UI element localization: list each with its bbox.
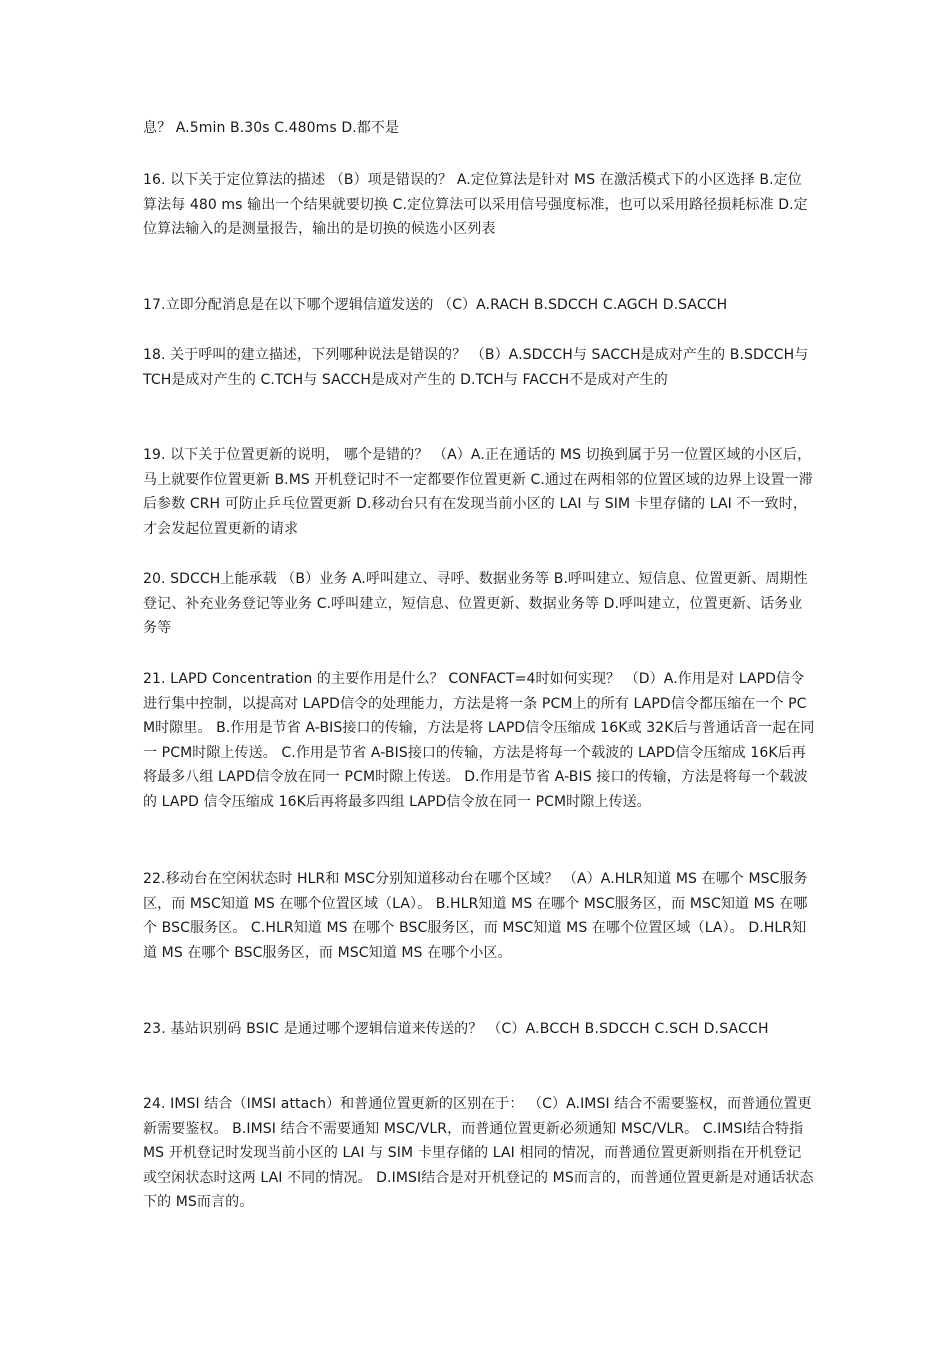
question-17: 17.立即分配消息是在以下哪个逻辑信道发送的 （C）A.RACH B.SDCCH C.AGCH D.SACCH [143,297,728,313]
question-21: 21. LAPD Concentration 的主要作用是什么？ CONFACT=4时如何实现？ （D）A.作用是对 LAPD信令进行集中控制，以提高对 LAPD信令的处理能力，方法是将一条 PCM上的所有 LAPD信令都压缩在一个 PCM时隙里。 B.作用是节省 A-BIS接口的传输，方法是将 LAPD信令压缩成 16K或 32K后与普通话音一起在同一 PCM时隙上传送。 C.作用是节省 A-BIS接口的传输，方法是将每一个载波的 LAPD信令压缩成 16K后再将最多八组 LAPD信令放在同一 PCM时隙上传送。 D.作用是节省 A-BIS 接口的传输，方法是将每一个载波的 LAPD 信令压缩成 16K后再将最多四组 LAPD信令放在同一 PCM时隙上传送。 [143,671,815,810]
question-23: 23. 基站识别码 BSIC 是通过哪个逻辑信道来传送的？ （C）A.BCCH B.SDCCH C.SCH D.SACCH [143,1021,769,1037]
question-24: 24. IMSI 结合（IMSI attach）和普通位置更新的区别在于： （C）A.IMSI 结合不需要鉴权，而普通位置更新需要鉴权。 B.IMSI 结合不需要通知 MSC/VLR，而普通位置更新必须通知 MSC/VLR。 C.IMSI结合特指 MS 开机登记时发现当前小区的 LAI 与 SIM 卡里存储的 LAI 相同的情况，而普通位置更新则指在开机登记或空闲状态时这两 LAI 不同的情况。 D.IMSI结合是对开机登记的 MS而言的，而普通位置更新是对通话状态下的 MS而言的。 [143,1096,814,1210]
question-18: 18. 关于呼叫的建立描述，下列哪种说法是错误的？ （B）A.SDCCH与 SACCH是成对产生的 B.SDCCH与 TCH是成对产生的 C.TCH与 SACCH是成对产生的 D.TCH与 FACCH不是成对产生的 [143,347,809,388]
question-22: 22.移动台在空闲状态时 HLR和 MSC分别知道移动台在哪个区域？ （A）A.HLR知道 MS 在哪个 MSC服务区，而 MSC知道 MS 在哪个位置区域（LA）。 B.HLR知道 MS 在哪个 MSC服务区，而 MSC知道 MS 在哪个 BSC服务区。 C.HLR知道 MS 在哪个 BSC服务区，而 MSC知道 MS 在哪个位置区域（LA）。 D.HLR知道 MS 在哪个 BSC服务区，而 MSC知道 MS 在哪个小区。 [143,871,808,961]
question-19: 19. 以下关于位置更新的说明， 哪个是错的？ （A）A.正在通话的 MS 切换到属于另一位置区域的小区后，马上就要作位置更新 B.MS 开机登记时不一定都要作位置更新 C.通过在两相邻的位置区域的边界上设置一滞后参数 CRH 可防止乒乓位置更新 D.移动台只有在发现当前小区的 LAI 与 SIM 卡里存储的 LAI 不一致时，才会发起位置更新的请求 [143,447,813,537]
question-20: 20. SDCCH上能承载 （B）业务 A.呼叫建立、寻呼、数据业务等 B.呼叫建立、短信息、位置更新、周期性登记、补充业务登记等业务 C.呼叫建立，短信息、位置更新、数据业务等 D.呼叫建立，位置更新、话务业务等 [143,571,808,636]
question-16: 16. 以下关于定位算法的描述 （B）项是错误的？ A.定位算法是针对 MS 在激活模式下的小区选择 B.定位算法每 480 ms 输出一个结果就要切换 C.定位算法可以采用信号强度标准，也可以采用路径损耗标准 D.定位算法输入的是测量报告，输出的是切换的候选小区列表 [143,172,808,237]
question-15-tail: 息？ A.5min B.30s C.480ms D.都不是 [143,120,400,136]
